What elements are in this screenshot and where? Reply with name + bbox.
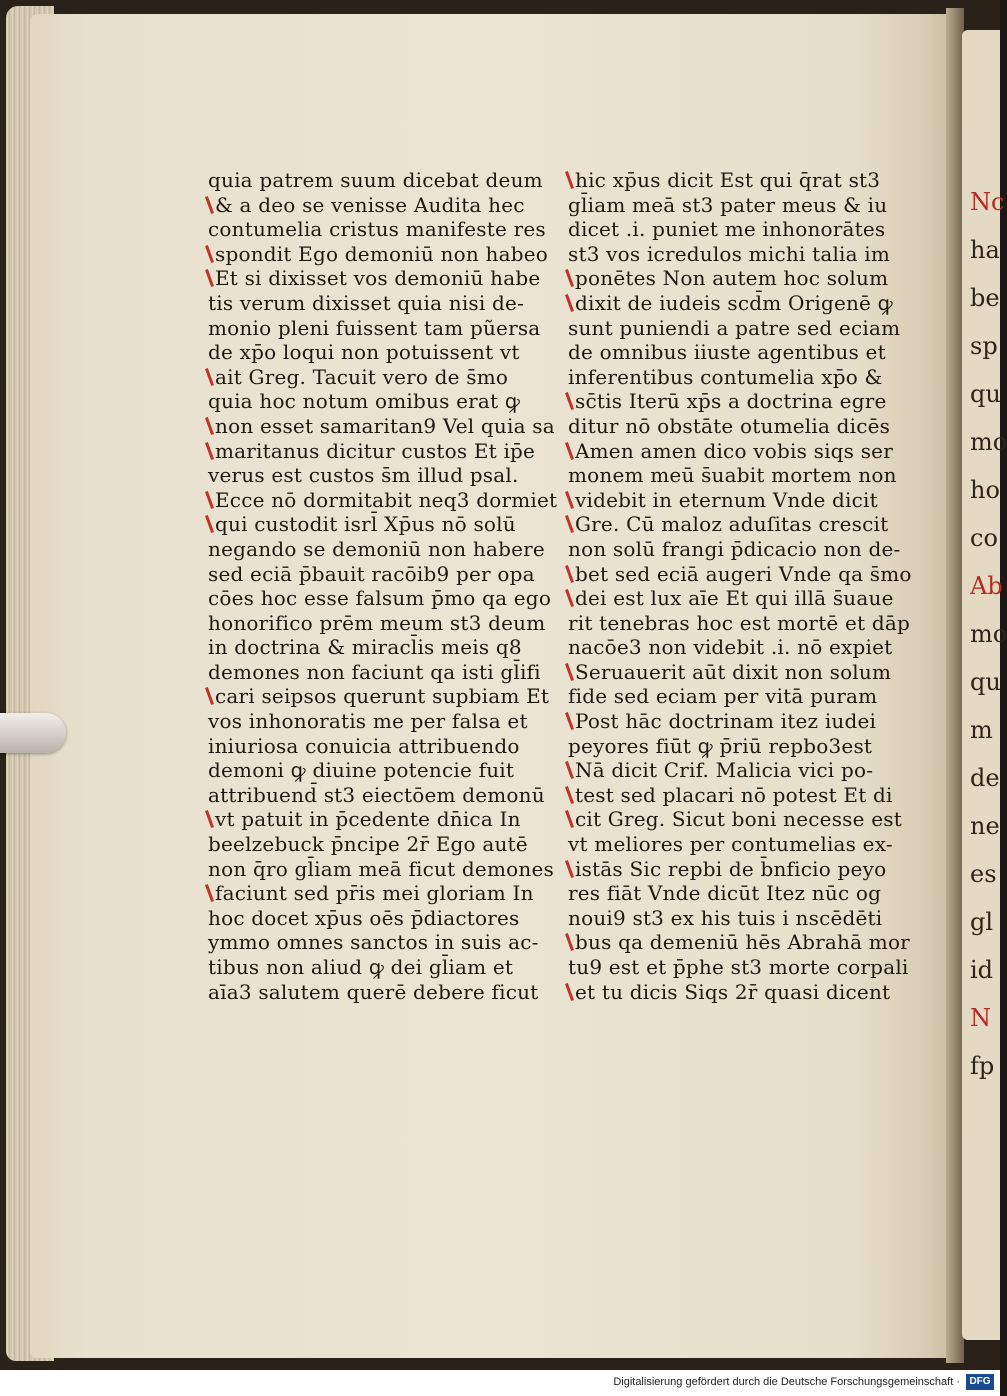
right-column-line [568, 881, 880, 906]
right-column-line-text: tu9 est et p̄phe st3 morte corpali [568, 955, 909, 979]
right-column-line-text: Amen amen dico vobis siqs ser [575, 438, 893, 463]
right-column-line-text: peyores fiūt ꝙ p̄riū repbo3est [568, 733, 873, 758]
right-column-line [568, 856, 887, 882]
recto-fragment: id [970, 956, 994, 984]
footer-bar [0, 1370, 1000, 1396]
left-column-line-text: de xp̄o loqui non potuissent vt [208, 340, 520, 365]
right-column-line [568, 463, 897, 488]
right-column-line [568, 782, 893, 808]
recto-fragment: ne [970, 812, 1000, 840]
left-column-line [208, 709, 528, 734]
left-column-line [208, 266, 541, 291]
right-column-line-text: non solū frangi p̄dicacio non de- [568, 536, 901, 561]
left-column-line [208, 512, 516, 537]
right-column-line-text: nacōe3 non videbit .i. nō expiet [568, 635, 893, 660]
recto-fragment: es [970, 860, 997, 888]
recto-fragment: mo [970, 428, 1007, 456]
right-column-line [568, 807, 902, 832]
left-column-line [208, 635, 522, 660]
left-column-line-text: hoc docet xp̄us oēs p̄diactores [208, 905, 520, 930]
right-column-line-text: rit tenebras hoc est mortē et dāp [568, 610, 910, 635]
right-column-line [568, 979, 891, 1005]
right-column-line [568, 389, 887, 414]
left-column-line [208, 684, 550, 709]
right-column-line-text: monem meū s̄uabit mortem non [568, 463, 897, 488]
left-column-line-text: in doctrina & miracl̄is meis q8 [208, 635, 522, 660]
right-column-line-text: ponētes Non autem hoc solum [575, 266, 889, 291]
right-column-line-text: res fiāt Vnde dicūt Itez nūc og [568, 881, 882, 906]
right-column-line [568, 413, 891, 439]
right-column-line [568, 905, 883, 931]
right-column-line-text: Post hāc doctrinam itez iudei [575, 709, 877, 734]
recto-fragment: fp [970, 1052, 995, 1080]
left-column-line [208, 168, 543, 193]
left-column-line-text: beelzebuck p̄ncipe 2r̄ Ego autē [208, 832, 528, 857]
left-column-line [208, 241, 548, 267]
right-column-line [568, 488, 880, 513]
right-column-line-text: hic xp̄us dicit Est qui q̄rat st3 [575, 168, 881, 192]
left-column-line-text: contumelia cristus manifeste res [208, 217, 546, 242]
left-column-line [208, 192, 525, 218]
right-column-line-text: noui9 st3 ex his tuis i nscēdēti [568, 905, 883, 930]
left-column-line [208, 758, 513, 783]
left-column-line-text: & a deo se venisse Audita hec [215, 192, 525, 217]
right-column-line [568, 364, 883, 390]
right-column-line [568, 832, 893, 857]
right-column-line [568, 315, 901, 341]
recto-fragment: de [970, 764, 1000, 792]
left-column-line [208, 290, 525, 316]
recto-fragment: Ab [970, 572, 1003, 600]
left-column-line-text: vt patuit in p̄cedente dn̄ica In [215, 807, 521, 832]
right-column-line [568, 955, 909, 980]
recto-fragment: qu [970, 380, 1001, 408]
right-column-line [568, 266, 889, 291]
recto-fragment: be [970, 284, 1000, 312]
left-column-line [208, 905, 520, 931]
left-column-line-text: spondit Ego demoniū non habeo [215, 241, 548, 266]
left-column-line [208, 536, 545, 562]
right-column-line [568, 241, 891, 267]
left-column-line [208, 365, 513, 390]
page-clip [0, 713, 66, 753]
right-column-line [568, 290, 893, 316]
right-column-line-text: inferentibus contumelia xp̄o & [568, 364, 883, 389]
left-column-line-text: ait Greg. Tacuit vero de s̄mo [215, 364, 509, 389]
right-column-line [568, 512, 889, 537]
left-column-line [208, 389, 521, 414]
recto-fragment: qu [970, 668, 1001, 696]
right-column-line [568, 561, 912, 587]
right-column-line [568, 734, 880, 759]
right-column-line-text: et tu dicis Siqs 2r̄ quasi dicent [575, 979, 891, 1004]
left-column-line-text: cari seipsos querunt supbiam Et [215, 684, 550, 709]
right-column-line [568, 610, 910, 636]
recto-fragment: co [970, 524, 998, 552]
right-column-line-text: videbit in eternum Vnde dicit [575, 487, 878, 512]
left-column-line [208, 832, 528, 857]
recto-fragment: m [970, 716, 993, 744]
left-column-line [208, 807, 521, 832]
left-column-line-text: monio pleni fuissent tam pũersa [208, 315, 541, 340]
recto-fragment: ho [970, 476, 1000, 504]
right-column-line [568, 635, 893, 660]
right-column-line-text: Seruauerit aūt dixit non solum [575, 659, 892, 684]
left-column-line-text: non esset samaritan9 Vel quia sa [215, 413, 555, 438]
recto-fragment: Nc [970, 188, 1005, 216]
left-column-line-text: non q̄ro gl̄iam meā ficut demones [208, 856, 554, 881]
right-column-line [568, 684, 880, 709]
footer-credit: Digitalisierung gefördert durch die Deutsche Forschungsgemeinschaft · [613, 1376, 960, 1388]
right-column-line-text: test sed placari nō potest Et di [575, 782, 893, 807]
left-column-line-text: qui custodit isrl̄ Xp̄us nō solū [215, 512, 516, 537]
left-column-line-text: Ecce nō dormitabit neq3 dormiet [215, 487, 558, 512]
left-column-line-text: cōes hoc esse falsum p̄mo qa ego [208, 586, 552, 611]
right-column-line-text: gl̄iam meā st3 pater meus & iu [568, 192, 888, 217]
left-column-line-text: tis verum dixisset quia nisi de- [208, 290, 525, 315]
left-column-line-text: iniuriosa conuicia attribuendo [208, 733, 520, 758]
right-column-line-text: Gre. Cū maloz aduſitas crescit [575, 512, 889, 537]
right-column-line-text: dei est lux aīe Et qui illā s̄uaue [575, 586, 894, 611]
left-column-line [208, 610, 546, 636]
left-column-line [208, 340, 520, 365]
left-column-line-text: attribuend̄ st3 eiectōem demonū [208, 782, 545, 807]
right-column-line [568, 340, 886, 365]
left-column-line-text: aīa3 salutem querē debere ficut [208, 979, 539, 1004]
right-column-line-text: sc̄tis Iterū xp̄s a doctrina egre [575, 389, 887, 414]
left-column-line [208, 315, 541, 341]
right-column-line [568, 930, 910, 955]
left-column-line [208, 586, 552, 611]
right-column-line [568, 709, 880, 734]
recto-fragment: sp [970, 332, 998, 360]
right-column-line [568, 168, 880, 193]
left-column-line-text: demones non faciunt qa isti gl̄ifi [208, 659, 541, 684]
recto-fragment: mo [970, 620, 1007, 648]
right-column-line-text: bet sed eciā augeri Vnde qa s̄mo [575, 561, 912, 586]
right-column-line-text: de omnibus iiuste agentibus et [568, 340, 886, 365]
recto-fragment: ha [970, 236, 1000, 264]
left-column-line [208, 979, 539, 1005]
right-text-column [568, 168, 912, 1004]
right-column-line [568, 758, 880, 783]
left-column-line-text: quia hoc notum omibus erat ꝙ [208, 389, 521, 414]
right-column-line-text: vt meliores per contumelias ex- [568, 832, 893, 857]
left-column-line [208, 217, 546, 242]
right-column-line-text: dicet .i. puniet me inhonorātes [568, 217, 886, 242]
right-column-line-text: ditur nō obstāte otumelia dicēs [568, 413, 891, 438]
right-column-line-text: cit Greg. Sicut boni necesse est [575, 807, 902, 832]
right-column-line-text: fide sed eciam per vitā puram [568, 684, 878, 709]
left-column-line [208, 930, 539, 955]
right-column-line-text: st3 vos icredulos michi talia im [568, 241, 891, 266]
left-column-line-text: sed eciā p̄bauit racōib9 per opa [208, 561, 535, 586]
recto-fragment: N [970, 1004, 991, 1032]
recto-page-edge [962, 30, 1007, 1340]
left-column-line [208, 955, 513, 980]
left-text-column [208, 168, 558, 1004]
left-column-line [208, 463, 519, 488]
left-column-line-text: negando se demoniū non habere [208, 536, 545, 561]
left-column-line-text: faciunt sed pr̄is mei gloriam In [215, 881, 534, 906]
left-column-line-text: ymmo omnes sanctos in suis ac- [208, 930, 539, 955]
right-column-line [568, 438, 893, 464]
left-column-line-text: quia patrem suum dicebat deum [208, 168, 543, 192]
left-column-line-text: verus est custos s̄m illud psal. [208, 463, 519, 488]
left-column-line [208, 487, 558, 513]
left-column-line [208, 733, 520, 759]
left-column-line [208, 561, 535, 587]
right-column-line [568, 586, 894, 611]
left-column-line-text: vos inhonoratis me per falsa et [208, 709, 528, 734]
right-column-line-text: sunt puniendi a patre sed eciam [568, 315, 901, 340]
left-column-line-text: demoni ꝙ diuine potencie fuit [208, 758, 515, 783]
right-column-line-text: dixit de iudeis scd̄m Origenē ꝙ [575, 290, 893, 315]
left-column-line-text: tibus non aliud ꝙ dei gl̄iam et [208, 955, 514, 979]
left-column-line-text: honorifico prēm meum st3 deum [208, 610, 546, 635]
recto-fragment: gl [970, 908, 994, 936]
right-column-line-text: istās Sic repbi de b̄nficio peyo [575, 856, 887, 881]
left-column-line [208, 659, 541, 685]
left-column-line [208, 438, 536, 464]
left-column-line-text: Et si dixisset vos demoniū habe [215, 266, 541, 291]
right-column-line-text: bus qa demeniū hēs Abrahā mor [575, 930, 910, 955]
left-column-line [208, 881, 534, 906]
right-column-line [568, 659, 892, 685]
right-column-line [568, 536, 901, 562]
left-column-line [208, 413, 555, 439]
right-column-line [568, 217, 886, 242]
right-column-line-text: Nā dicit Crif. Malicia vici po- [575, 758, 874, 783]
right-column-line [568, 192, 888, 218]
left-column-line [208, 856, 554, 882]
dfg-logo: DFG [966, 1374, 994, 1390]
left-column-line-text: maritanus dicitur custos Et ip̄e [215, 438, 536, 463]
left-column-line [208, 782, 545, 808]
